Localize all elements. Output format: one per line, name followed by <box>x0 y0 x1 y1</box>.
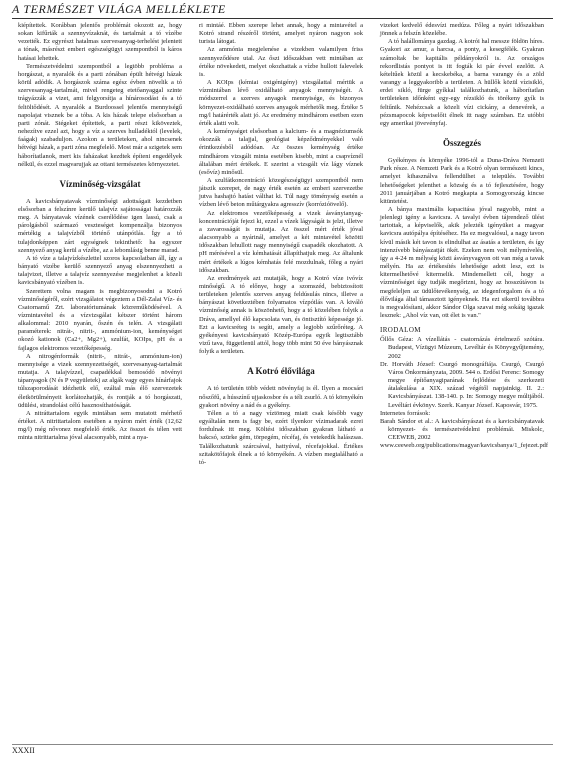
column-3 <box>380 22 549 451</box>
paragraph: Az eredmények azt mutatják, hogy a Kotró víze ivóvíz minőségű. A tó előnye, hogy a szomszéd, bebiztosított területeken jelentős szerves anyag feldúsulás nincs, illetve a bányászat következtében folyamatos vízpótlás van. A kiváló vízminőség annak is köszönhető, hogy a tó közelében folyik a Dráva, amellyel élő kapcsolata van, és öntisztító képessége jó. Ezt a kavicsréteg is segíti, amely a legjobb szűrőréteg. A gyékényesi kavicsbányató Közép-Európa egyik legtisztább vizű tava, függetlenül attól, hogy több mint 50 éve bányásznak folyik a területen. <box>199 274 363 356</box>
paragraph: A nitrogénformák (nitrit-, nitrát-, ammónium-ion) mennyisége a vizek szennyezettségét, szervesanyag-tartalmát mutatja. A talajvízzel, csapadékkal bemosódó növényi tápanyagok (N és P vegyületek) az algák vagy egyes hínárfajok túlszaporodását idézhetik elő, ezáltal más élő szervezetek életkörülményeit korlátozhatják, és rontják a tó horgászati, üdülési, strandolási célú hasznosíthatóságát. <box>18 352 182 409</box>
references-title: IRODALOM <box>380 326 421 335</box>
paragraph: ri mintáé. Ebben szerepe lehet annak, hogy a mintavétel a Kotró strand részéről történt, amelyet nyáron nagyon sok turista látogat. <box>199 22 363 46</box>
reference-link[interactable]: www.ceeweb.org/publications/magyar/kavicsbanya/1_fejezet.pdf <box>380 442 549 450</box>
paragraph: Gyékényes és környéke 1996-tól a Duna-Dráva Nemzeti Park része. A Nemzeti Park és a Kotró olyan természeti kincs, amelyet kihasználva fellendülhet a település. További lehetőségeket jelenthet a község és a tó fejlesztésére, hogy 2011 januárjában a Kotró megkapta a Somogyország kincse kitüntetést. <box>380 157 544 205</box>
column-1 <box>18 22 182 443</box>
page-header <box>12 2 553 19</box>
column-2 <box>199 22 363 467</box>
references <box>380 326 549 450</box>
reference-item: Dr. Horváth József: Csurgó monográfiája. Csurgó, Csurgó Város Önkormányzata, 2009. 544 o. Erdősi Ferenc: Somogy megye építőanyagiparának fejlődése és szerkezeti átalakulása a XIX. század végétől napjainkig. II. 2.: Kavicsbányászat. 138-140. p. In: Somogy megye múltjából. Levéltári évkönyv. Szerk. Kanyar József. Kaposvár, 1975. <box>380 360 544 409</box>
paragraph: A kavicsbányatavak vízminőségi adottságait kezdetben elsősorban a felszínre kerülő talajvíz sajátosságai határozzák meg. A bányatavak vízének cserélődése igen lassú, csak a párolgásból származó veszteséget kompenzálja bizonyos mértékig a talajvízből történő utánpótlás. Így a tó tulajdonképpen zárt egységnek tekinthető: ha egyszer szennyező anyag kerül a vízébe, az a lebomlásig benne marad. <box>18 197 182 254</box>
section-heading-summary: Összegzés <box>443 138 481 149</box>
paragraph: A szulfátkoncentráció közegészségügyi szempontból nem játszik szerepet, de nagy érték esetén az emberi szervezetbe jutva hashajtó hatást válthat ki. Túl nagy töménység esetén a vízben lévő beton műtárgyakra agresszív (korrózióövelő). <box>199 176 363 209</box>
paragraph: Természetvédelmi szempontból a legtöbb probléma a horgászat, a nyaralók és a parti zónában épült hétvégi házak körül adódik. A horgászok száma egész évben növelik a tó szervesanyag-tartalmát, mivel rengeteg etetőanyaggal szinte trágyázzák a vizet, ami felgyorsítja a hínárosodást és a tó feltöltődését. A nyaralók a Burdoossel jelentős mennyiségű napolajat visznek be a tóba. A kis házak telepe elsősorban a parti zónát. Stégeket építettek, a parti részt kiköveztek, nehezítve ezzel azt, hogy a víz a szerves hulladéktól (levelek, faágak) szabaduljon. Azokon a területeken, ahol nincsenek hétvégi házak, a parti zóna megfelelő. Most már a szigetek sem háborítatlanok, mert kis faházakat kezdtek építeni engedélyek nélkül, és ezzel magvarujjak az ottani természetes környezetet. <box>18 62 182 168</box>
paragraph: A tó víze a talajvízkészlettel szoros kapcsolatban áll, így a bányató vizébe kerülő szennyező anyag elszennyezheti a talajvizet, illetve a talajvíz szennyezése megjelenhet a közeli kavicsbányató vízében is. <box>18 254 182 287</box>
paragraph: Az ammónia megjelenése a vizekben valamilyen friss szennyeződésre utal. Az őszi időszakban vett mintában az értéke növekedett, melyet okozhattak a vízbe hullott falevelek is. <box>199 46 363 78</box>
section-heading-water-quality: Vízminőség-vizsgálat <box>59 178 141 189</box>
reference-item: Őllős Géza: A vízellátás - csatornázás értelmező szótára. Budapest, Vízügyi Múzeum, Levéltár és Könyvgyűjtemény, 2002 <box>380 336 544 360</box>
paragraph: A bánya maximális kapacitása jóval nagyobb, mint a jelenlegi igény a kavicsra. A tavalyi évben tájrendező ülést tartottak, a képviselők, akik jelezték igényüket a magyar kavicsra autópálya építéséhez. Ha ez megvalósul, a nagy tavon kívül másik két tavon is elindulhat az ásatás a területen, és így intenzívebb bányászatját ökét. Ezeken nem volt mélymívelés, így a 4-24 m mélység közti ásványvagyon ott van még a tavak mélyén. Ha az értékesítés lehetősége adott lesz, ezt is kitermelhetővé kitermelik. Mindemellett cél, hogy a vízminőséget úgy tudják megőrizni, hogy az hosszútávon is megfeleljen az üdülőtevékenység, az idegenforgalom és a tó élővilága által támasztott igényeknek. Ha ezt sikerül továbbra is megvalósítani, akkor Sándor Olga szavai még sokáig igazak lesznek: „Ahol víz van, ott élet is van." <box>380 205 544 319</box>
reference-item: Barah Sándor et al.: A kavicsbányászat és a kavicsbányatavak környezet- és természetvédelmi problémái. Miskolc, CEEWEB, 2002 <box>380 417 544 442</box>
paragraph: Télen a tó a nagy víztömeg miatt csak később vagy egyáltalán nem is fagy be, ezért ilyenkor vízimadarak ezrei fordulnak itt meg. Költési időszakban gyakran látható a bakcsó, szürke gém, törpegém, récéfaj, és vetekedik halászsas. Találkozhatunk szárcsával, hattyúval, récefajokkal. Értékes szitakötőfajok élnek a tó környékén. A vízben megtalálható a tó- <box>199 409 363 466</box>
page-footer <box>12 744 553 757</box>
header-title: A TERMÉSZET VILÁGA MELLÉKLETE <box>12 2 226 16</box>
paragraph: kiépítettek. Korábban jelentős problémát okozott az, hogy sokan kifűrták a szennyvízaknát, és tartalmát a tó vízébe vezették. Ez egyrészt hatalmas szervesanyag-terhelést jelentett a tónak, másrészt emberi egészségügyi szempontból is káros hatásai lehettek. <box>18 22 182 62</box>
reference-item: Internetes források: <box>380 409 431 417</box>
section-heading-wildlife: A Kotró élővilága <box>247 366 315 377</box>
paragraph: Az elektromos vezetőképesség a vizek ásványianyag-koncentrációját fejezi ki, ezzel a vízek lágyságát is jelzi, illetve a zavarosságát is mutatja. Az összel mért érték jóval alacsonyabb a nyárinál, amelyet a két mintavétel közötti időszakban lehullott nagy mennyiségű csapadék okozhatott. A pH mérésével a víz kémhatását állapíthatjuk meg. Az általunk mért értékek a lúgos kémhatás felé mozdulnak, főleg a nyári időszakban. <box>199 209 363 274</box>
paragraph: A tó halállománya gazdag. A kotrói hal messze földön híres. Gyakori az amur, a harcsa, a ponty, a kesegfélék. Gyakran számoltak be kapitális példányokról is. Az országos rekordlistás pontyot is itt fogták ki pár évvel ezelőtt. A kételtűek közül a kecskebéka, a barna varangy és a zöld varangy a leggyakoribb a területen. A hüllők közül vízisikló, erdei sikló, fürge gyíkkal találkozhatunk, a háborítatlan területeken időnként egy-egy rézsikló és törékeny gyík is feltűnik. Nehézcsak a közeli vízi cickány, a denevérek, a pézsmapocok képviselőit élnek itt nagy számban. Ez utóbbi egy amerikai jövevényfaj. <box>380 38 544 127</box>
paragraph: A KOIps (kémiai oxigénigény) vizsgálattal mértük a vízmintában lévő oxidálható anyagok mennyiségét. A módszerrel a szerves anyagok mennyisége, és bizonyos környezet-oxidálható szerves anyagok mérhetők meg. Értéke 5 mg/l határérték alatt jó. Az eredmény mindhárom esetben ezen érték alatti volt. <box>199 79 363 127</box>
paragraph: vizeket kedvelő édesvízi medúza. Főleg a nyári időszakban jönnek a felszín közelébe. <box>380 22 544 38</box>
page-number: XXXII <box>12 746 35 755</box>
paragraph: Szerettem volna magam is megbizonyosodni a Kotró vízminőségéről, ezért vizsgálatot végeztem a Dél-Zalai Víz- és Csatornamű Zrt. laboratóriumának közreműködésével. A vízmintavétel és a vízvizsgálat kétszer történt három alkalommal: 2010 nyarán, őszén és telén. A vizsgálati paraméterek: nitrát-, nitrit-, ammónium-ion, keménységet okozó kationok (Ca2+, Mg2+), szulfát, KOIps, pH és a fajlagos elektromos vezetőképesség. <box>18 287 182 352</box>
paragraph: A nitráttartalom egyik mintában sem mutatott mérhető értéket. A nitrittartalom esetében a nyáron mért érték (12,62 mg/l) még nővonez megfelelő érték. Az összei és télen vett minta nitrittartalma jóval alacsonyabb, mint a nya- <box>18 409 182 442</box>
paragraph: A keménységet elsősorban a kalcium- és a magnéziumsók okozzák a talajjal, geológiai képződményekkel való érintkezésből adódóan. Az összes keménység értéke mindhárom vizsgált minta esetében kisebb, mint a csapvíznél általában mért értékek. E szerint a vizsgált víz lágy víznek (esővíz) minősül. <box>199 128 363 176</box>
paragraph: A tó területén több védett növényfaj is él. Ilyen a mocsári nőszőfű, a hússzínű ujjaskosbor és a téli zsurló. A tó környékén gyakori növény a nád és a gyékény. <box>199 385 363 409</box>
